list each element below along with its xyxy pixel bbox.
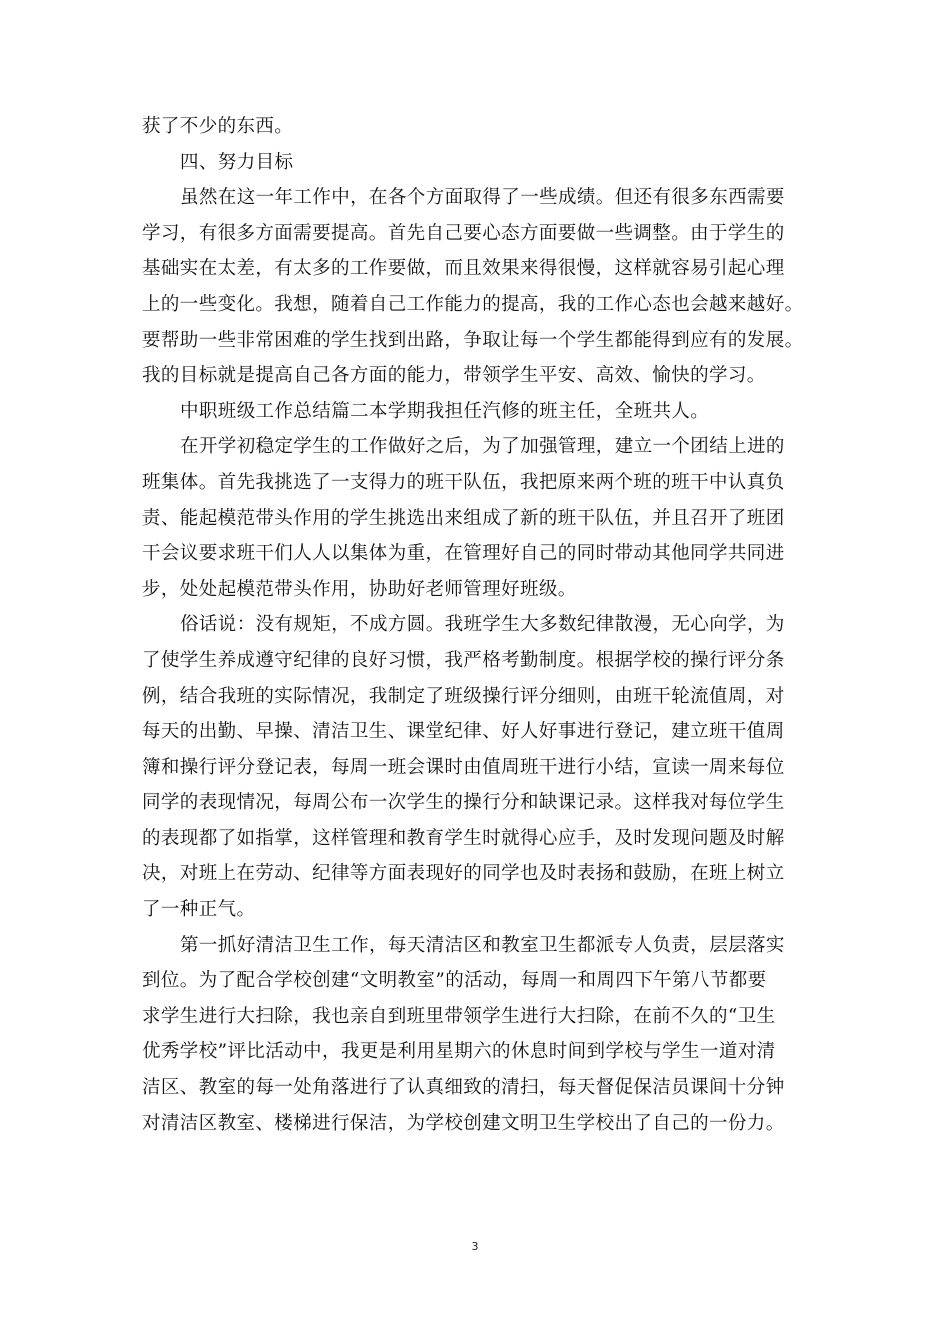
body-text (142, 109, 814, 1141)
text-line: 俗话说：没有规矩，不成方圆。我班学生大多数纪律散漫，无心向学，为 (180, 614, 785, 636)
text-line: 了使学生养成遵守纪律的良好习惯，我严格考勤制度。根据学校的操行评分条 (142, 649, 785, 671)
text-line: 获了不少的东西。 (142, 116, 294, 137)
text-line: 中职班级工作总结篇二本学期我担任汽修的班主任，全班共人。 (180, 400, 710, 422)
text-line: 优秀学校”评比活动中，我更是利用星期六的休息时间到学校与学生一道对清 (142, 1041, 776, 1063)
text-line: 每天的出勤、早操、清洁卫生、课堂纪律、好人好事进行登记，建立班干值周 (142, 721, 785, 743)
text-line: 责、能起模范带头作用的学生挑选出来组成了新的班干队伍，并且召开了班团 (142, 507, 785, 529)
text-line: 同学的表现情况，每周公布一次学生的操行分和缺课记录。这样我对每位学生 (142, 792, 785, 814)
text-line: 虽然在这一年工作中，在各个方面取得了一些成绩。但还有很多东西需要 (180, 187, 785, 209)
text-line: 要帮助一些非常困难的学生找到出路，争取让每一个学生都能得到应有的发展。 (142, 329, 804, 351)
text-line: 在开学初稳定学生的工作做好之后，为了加强管理，建立一个团结上进的 (180, 436, 785, 458)
text-line: 基础实在太差，有太多的工作要做，而且效果来得很慢，这样就容易引起心理 (142, 258, 785, 280)
text-line: 到位。为了配合学校创建“文明教室”的活动，每周一和周四下午第八节都要 (142, 970, 767, 992)
text-line: 例，结合我班的实际情况，我制定了班级操行评分细则，由班干轮流值周，对 (142, 685, 785, 707)
page-number: 3 (471, 1240, 479, 1253)
text-line: 上的一些变化。我想，随着自己工作能力的提高，我的工作心态也会越来越好。 (142, 293, 804, 315)
text-line: 的表现都了如指掌，这样管理和教育学生时就得心应手，及时发现问题及时解 (142, 827, 785, 849)
text-line: 学习，有很多方面需要提高。首先自己要心态方面要做一些调整。由于学生的 (142, 222, 785, 244)
text-line: 步，处处起模范带头作用，协助好老师管理好班级。 (142, 578, 577, 600)
text-line: 第一抓好清洁卫生工作，每天清洁区和教室卫生都派专人负责，层层落实 (180, 934, 785, 956)
text-line: 干会议要求班干们人人以集体为重，在管理好自己的同时带动其他同学共同进 (142, 543, 785, 565)
text-line: 对清洁区教室、楼梯进行保洁，为学校创建文明卫生学校出了自己的一份力。 (142, 1112, 785, 1134)
text-line: 决，对班上在劳动、纪律等方面表现好的同学也及时表扬和鼓励，在班上树立 (142, 863, 785, 885)
text-line: 簿和操行评分登记表，每周一班会课时由值周班干进行小结，宣读一周来每位 (142, 756, 785, 778)
text-line: 我的目标就是提高自己各方面的能力，带领学生平安、高效、愉快的学习。 (142, 365, 766, 387)
section-heading: 四、努力目标 (180, 151, 294, 173)
text-line: 求学生进行大扫除，我也亲自到班里带领学生进行大扫除，在前不久的“卫生 (142, 1005, 776, 1027)
text-line: 洁区、教室的每一处角落进行了认真细致的清扫，每天督促保洁员课间十分钟 (142, 1077, 785, 1099)
text-line: 了一种正气。 (142, 899, 256, 921)
text-line: 班集体。首先我挑选了一支得力的班干队伍，我把原来两个班的班干中认真负 (142, 471, 785, 493)
